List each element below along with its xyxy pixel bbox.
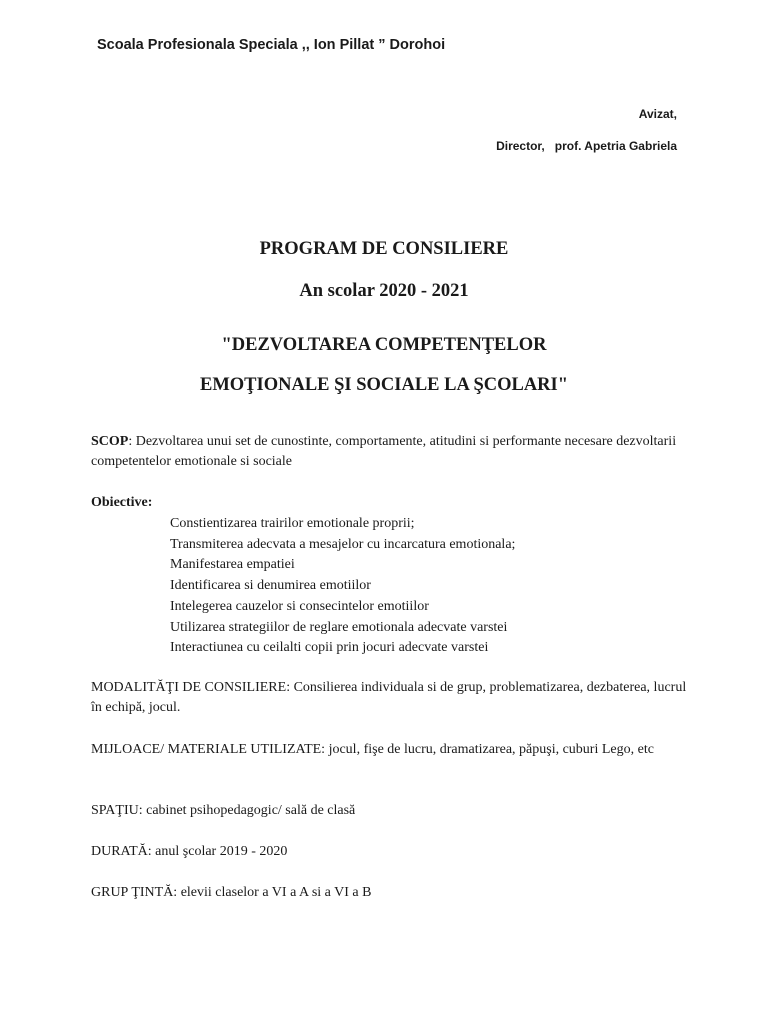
school-name: Scoala Profesionala Speciala ,, Ion Pillat ” Dorohoi bbox=[97, 37, 446, 53]
approval-label: Avizat, bbox=[638, 107, 677, 121]
objective-item: Interactiunea cu ceilalti copii prin jocuri adecvate varstei bbox=[170, 640, 489, 656]
objective-item: Utilizarea strategiilor de reglare emotionala adecvate varstei bbox=[170, 619, 508, 635]
counseling-methods-label: MODALITĂŢI DE CONSILIERE: bbox=[91, 680, 291, 695]
objective-item: Intelegerea cauzelor si consecintelor emotiilor bbox=[170, 598, 429, 614]
target-group-text: elevii claselor a VI a A si a VI a B bbox=[177, 885, 372, 900]
scope-paragraph bbox=[91, 432, 691, 472]
space-label: SPAŢIU: bbox=[91, 803, 143, 818]
space-paragraph bbox=[91, 801, 691, 821]
counseling-methods-paragraph bbox=[91, 678, 691, 718]
counseling-methods-text: Consilierea individuala si de grup, problematizarea, dezbaterea, lucrul în echipă, jocul. bbox=[91, 680, 687, 715]
program-title: PROGRAM DE CONSILIERE bbox=[259, 239, 509, 259]
materials-label: MIJLOACE/ MATERIALE UTILIZATE: bbox=[91, 742, 326, 757]
objective-item: Transmiterea adecvata a mesajelor cu incarcatura emotionala; bbox=[170, 536, 516, 552]
scope-label: SCOP bbox=[91, 434, 129, 449]
objective-item: Identificarea si denumirea emotiilor bbox=[170, 578, 371, 594]
director-signature-line: Director, prof. Apetria Gabriela bbox=[496, 139, 677, 153]
target-group-label: GRUP ŢINTĂ: bbox=[91, 885, 178, 900]
duration-text: anul şcolar 2019 - 2020 bbox=[151, 844, 288, 859]
target-group-paragraph bbox=[91, 883, 691, 903]
objective-item: Manifestarea empatiei bbox=[170, 557, 295, 573]
objectives-heading: Obiective: bbox=[91, 495, 153, 510]
scope-text: : Dezvoltarea unui set de cunostinte, comportamente, atitudini si performante necesare dezvoltarii competentelor emotionale si sociale bbox=[91, 434, 677, 469]
materials-text: jocul, fişe de lucru, dramatizarea, păpuşi, cuburi Lego, etc bbox=[325, 742, 654, 757]
duration-label: DURATĂ: bbox=[91, 844, 152, 859]
objectives-list bbox=[170, 514, 515, 659]
program-subtitle-line-2: EMOŢIONALE ŞI SOCIALE LA ŞCOLARI" bbox=[199, 375, 569, 395]
objective-item: Constientizarea trairilor emotionale proprii; bbox=[170, 516, 415, 531]
school-year: An scolar 2020 - 2021 bbox=[299, 281, 469, 301]
program-subtitle-line-1: "DEZVOLTAREA COMPETENŢELOR bbox=[221, 335, 547, 355]
space-text: cabinet psihopedagogic/ sală de clasă bbox=[142, 803, 356, 818]
materials-paragraph bbox=[91, 740, 691, 760]
duration-paragraph bbox=[91, 842, 691, 862]
